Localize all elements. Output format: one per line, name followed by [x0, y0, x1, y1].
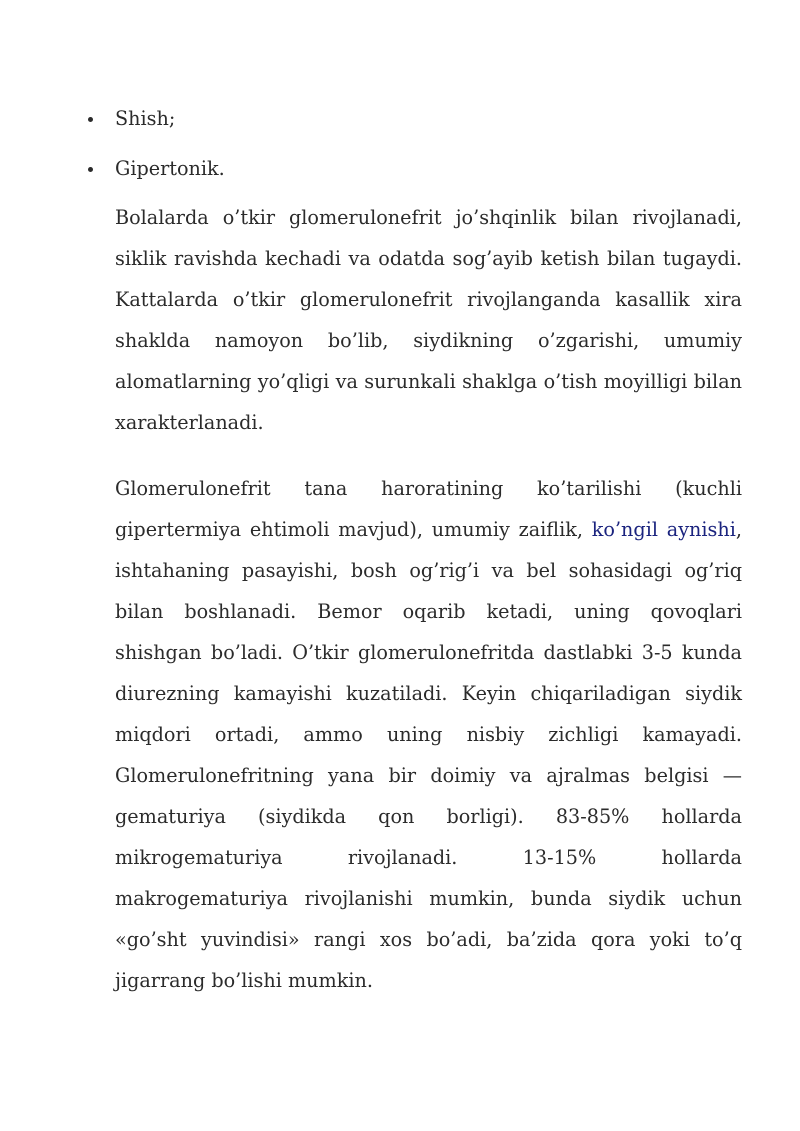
paragraph-symptoms — [115, 468, 742, 1001]
nausea-link[interactable]: ko’ngil aynishi — [591, 518, 736, 541]
paragraph-text-end: , ishtahaning pasayishi, bosh og’rig’i va bel sohasidagi og’riq bilan boshlanadi. Bemor oqarib ketadi, uning qovoqlari shishgan bo’ladi. O’tkir glomerulonefritda dastlabki 3-5 kunda diurezning kamayishi kuzatiladi. Keyin chiqariladigan siydik miqdori ortadi, ammo uning nisbiy zichligi kamayadi. Glomerulonefritning yana bir doimiy va ajralmas belgisi — gematuriya (siydikda qon borligi). 83-85% hollarda mikrogematuriya rivojlanadi. 13-15% hollarda makrogematuriya rivojlanishi mumkin, bunda siydik uchun «go’sht yuvindisi» rangi xos bo’adi, ba’zida qora yoki to’q jigarrang bo’lishi mumkin. — [115, 518, 743, 992]
paragraph-children-adults — [115, 197, 742, 443]
bullet-icon — [88, 167, 93, 172]
paragraph-text: Bolalarda o’tkir glomerulonefrit jo’shqinlik bilan rivojlanadi, siklik ravishda kechadi va odatda sog’ayib ketish bilan tugaydi. Kattalarda o’tkir glomerulonefrit rivojlanganda kasallik xira shaklda namoyon bo’lib, siydikning o’zgarishi, umumiy alomatlarning yo’qligi va surunkali shaklga o’tish moyilligi bilan xarakterlanadi. — [115, 206, 742, 434]
list-item — [88, 104, 748, 134]
bullet-text: Gipertonik. — [115, 157, 225, 180]
bullet-icon — [88, 117, 93, 122]
bullet-list — [88, 104, 748, 204]
bullet-text: Shish; — [115, 107, 176, 130]
paragraph-text-start: Glomerulonefrit tana haroratining ko’tarilishi (kuchli gipertermiya ehtimoli mavjud), umumiy zaiflik, — [115, 477, 742, 541]
list-item — [88, 154, 748, 184]
